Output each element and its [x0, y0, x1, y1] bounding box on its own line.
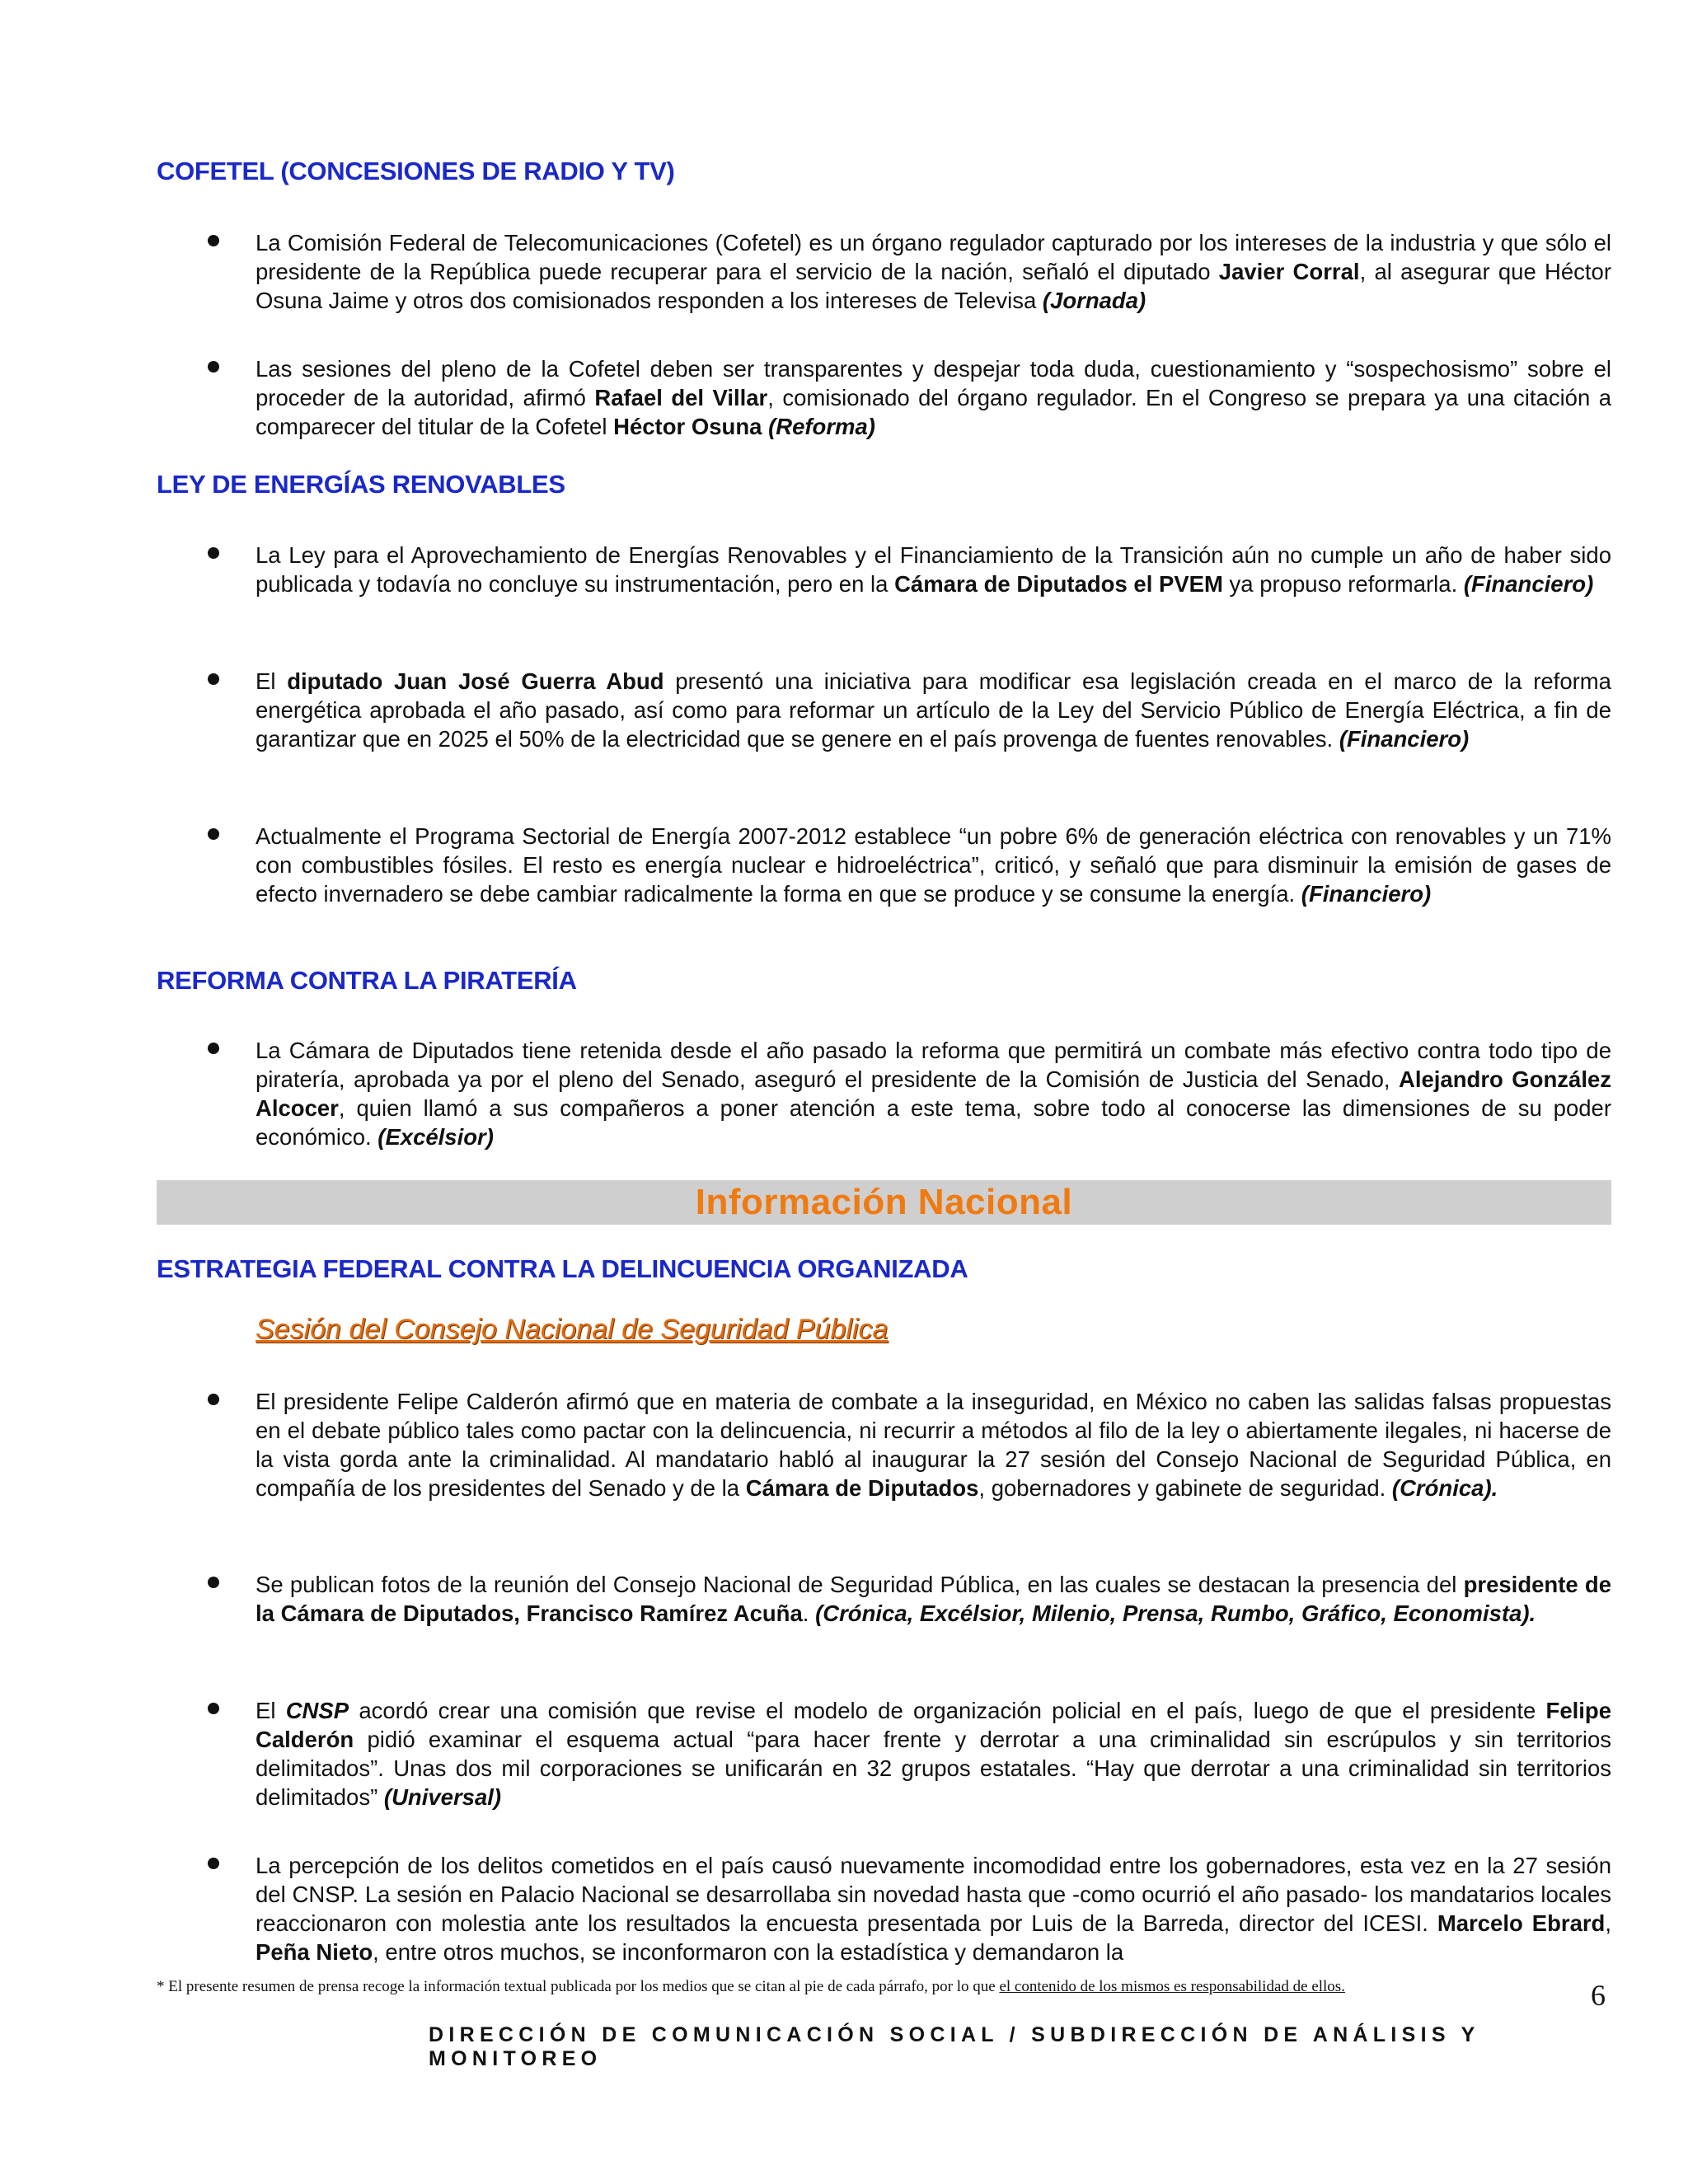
paragraph: El CNSP acordó crear una comisión que revise el modelo de organización policial en el país, luego de que el presidente Felipe Calderón pidió examinar el esquema actual “para hacer frente y derrotar a una criminalidad sin escrúpulos y sin territorios delimitados”. Unas dos mil corporaciones se unificarán en 32 grupos estatales. “Hay que derrotar a una criminalidad sin territorios delimitados” (Universal): [256, 1698, 1611, 1810]
paragraph: La Ley para el Aprovechamiento de Energías Renovables y el Financiamiento de la Transición aún no cumple un año de haber sido publicada y todavía no concluye su instrumentación, pero en la Cámara de Diputados el PVEM ya propuso reformarla. (Financiero): [256, 542, 1611, 597]
list-item: [157, 1696, 1611, 1811]
paragraph: La Cámara de Diputados tiene retenida desde el año pasado la reforma que permitirá un combate más efectivo contra todo tipo de piratería, aprobada ya por el pleno del Senado, aseguró el presidente de la Comisión de Justicia del Senado, Alejandro González Alcocer, quien llamó a sus compañeros a poner atención a este tema, sobre todo al conocerse las dimensiones de su poder económico. (Excélsior): [256, 1038, 1612, 1150]
section-title-pirateria: REFORMA CONTRA LA PIRATERÍA: [157, 966, 577, 995]
list-item: [157, 541, 1611, 598]
paragraph: Actualmente el Programa Sectorial de Energía 2007-2012 establece “un pobre 6% de generación eléctrica con renovables y un 71% con combustibles fósiles. El resto es energía nuclear e hidroeléctrica”, criticó, y señaló que para disminuir la emisión de gases de efecto invernadero se debe cambiar radicalmente la forma en que se produce y se consume la energía. (Financiero): [256, 823, 1611, 907]
bullet-icon: [208, 673, 219, 685]
bullet-icon: [208, 361, 219, 373]
source-citation: (Crónica, Excélsior, Milenio, Prensa, Rumbo, Gráfico, Economista).: [815, 1601, 1536, 1626]
list-item: [157, 1387, 1611, 1502]
source-citation: (Crónica).: [1391, 1475, 1498, 1501]
source-citation: (Financiero): [1339, 726, 1470, 752]
list-item: [157, 1036, 1611, 1151]
source-citation: (Universal): [383, 1784, 502, 1810]
list-item: [157, 228, 1611, 315]
paragraph: La percepción de los delitos cometidos en el país causó nuevamente incomodidad entre los gobernadores, esta vez en la 27 sesión del CNSP. La sesión en Palacio Nacional se desarrollaba sin novedad hasta que -como ocurrió el año pasado- los mandatarios locales reaccionaron con molestia ante los resultados la encuesta presentada por Luis de la Barreda, director del ICESI. Marcelo Ebrard, Peña Nieto, entre otros muchos, se inconformaron con la estadística y demandaron la: [256, 1853, 1612, 1965]
section-banner: [157, 1180, 1611, 1225]
source-citation: (Financiero): [1463, 571, 1594, 597]
paragraph: Se publican fotos de la reunión del Consejo Nacional de Seguridad Pública, en las cuales se destacan la presencia del presidente de la Cámara de Diputados, Francisco Ramírez Acuña. (Crónica, Excélsior, Milenio, Prensa, Rumbo, Gráfico, Economista).: [256, 1572, 1611, 1626]
bullet-icon: [208, 1043, 219, 1054]
list-item: [157, 1851, 1611, 1966]
list-item: [157, 1570, 1611, 1628]
footnote: * El presente resumen de prensa recoge la información textual publicada por los medios que se citan al pie de cada párrafo, por lo que el contenido de los mismos es responsabilidad de ellos.: [157, 1978, 1345, 1995]
source-citation: (Jornada): [1042, 288, 1146, 313]
source-citation: (Excélsior): [377, 1124, 494, 1150]
bullet-icon: [208, 547, 219, 559]
list-item: [157, 354, 1611, 441]
source-citation: (Financiero): [1301, 881, 1432, 907]
section-title-estrategia: ESTRATEGIA FEDERAL CONTRA LA DELINCUENCIA ORGANIZADA: [157, 1254, 968, 1283]
source-citation: (Reforma): [768, 414, 875, 439]
section-title-energias: LEY DE ENERGÍAS RENOVABLES: [157, 470, 565, 499]
bullet-icon: [208, 1577, 219, 1588]
subheading: Sesión del Consejo Nacional de Seguridad Pública: [256, 1314, 889, 1345]
bullet-icon: [208, 1858, 219, 1869]
section-title-cofetel: COFETEL (CONCESIONES DE RADIO Y TV): [157, 157, 675, 185]
bullet-icon: [208, 828, 219, 840]
list-item: [157, 822, 1611, 908]
paragraph: Las sesiones del pleno de la Cofetel deben ser transparentes y despejar toda duda, cuestionamiento y “sospechosismo” sobre el proceder de la autoridad, afirmó Rafael del Villar, comisionado del órgano regulador. En el Congreso se prepara ya una citación a comparecer del titular de la Cofetel Héctor Osuna (Reforma): [256, 356, 1611, 439]
list-item: [157, 667, 1611, 753]
bullet-icon: [208, 1394, 219, 1405]
paragraph: El presidente Felipe Calderón afirmó que en materia de combate a la inseguridad, en México no caben las salidas falsas propuestas en el debate público tales como pactar con la delincuencia, ni recurrir a métodos al filo de la ley o abiertamente ilegales, ni hacerse de la vista gorda ante la criminalidad. Al mandatario habló al inaugurar la 27 sesión del Consejo Nacional de Seguridad Pública, en compañía de los presidentes del Senado y de la Cámara de Diputados, gobernadores y gabinete de seguridad. (Crónica).: [256, 1389, 1611, 1501]
banner-title: Información Nacional: [695, 1182, 1073, 1222]
bullet-icon: [208, 235, 219, 246]
source-citation: CNSP: [285, 1698, 349, 1723]
page-footer: DIRECCIÓN DE COMUNICACIÓN SOCIAL / SUBDIRECCIÓN DE ANÁLISIS Y MONITOREO: [429, 2023, 1480, 2070]
bullet-icon: [208, 1703, 219, 1714]
paragraph: La Comisión Federal de Telecomunicaciones (Cofetel) es un órgano regulador capturado por los intereses de la industria y que sólo el presidente de la República puede recuperar para el servicio de la nación, señaló el diputado Javier Corral, al asegurar que Héctor Osuna Jaime y otros dos comisionados responden a los intereses de Televisa (Jornada): [256, 230, 1611, 313]
paragraph: El diputado Juan José Guerra Abud presentó una iniciativa para modificar esa legislación creada en el marco de la reforma energética aprobada el año pasado, así como para reformar un artículo de la Ley del Servicio Público de Energía Eléctrica, a fin de garantizar que en 2025 el 50% de la electricidad que se genere en el país provenga de fuentes renovables. (Financiero): [256, 668, 1611, 752]
page-number: 6: [1591, 1979, 1606, 2012]
